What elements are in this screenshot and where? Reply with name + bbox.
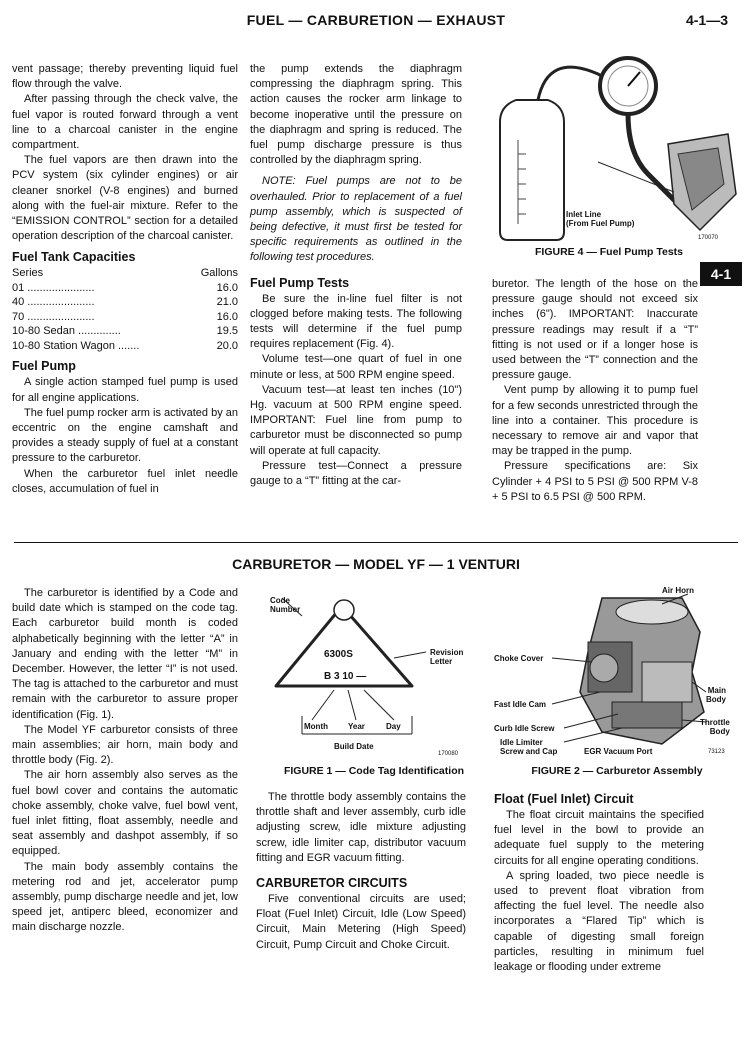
column-1 (12, 62, 238, 497)
section-rule (14, 542, 738, 543)
paragraph: The fuel pump rocker arm is activated by an eccentric on the engine camshaft and provides a steady supply of fuel at a constant pressure to the carburetor. (12, 406, 238, 465)
heading-tank-capacities: Fuel Tank Capacities (12, 250, 136, 265)
label-curb-idle-screw: Curb Idle Screw (494, 724, 555, 733)
heading-carburetor-circuits: CARBURETOR CIRCUITS (256, 876, 408, 891)
label-main-body: Main Body (706, 686, 726, 704)
image-code: 73123 (708, 749, 725, 755)
label-revision-letter: Revision Letter (430, 648, 464, 666)
paragraph: The Model YF carburetor consists of three main assemblies; air horn, main body and throttle body (Fig. 2). (12, 723, 238, 767)
paragraph: A spring loaded, two piece needle is used to prevent float vibration from affecting the fuel level. The needle also incorporates a “Flared Tip” which is capable of digesting small foreign particles, resulting in minimum fuel leakage or flooding under extreme (494, 869, 704, 974)
paragraph: buretor. The length of the hose on the pressure gauge should not exceed six inches (6"). IMPORTANT: Inaccurate pressure readings may result if a “T” fitting is not used or if a longer hose is used between the “T” connection and the pressure gauge. (492, 278, 698, 382)
paragraph: Be sure the in-line fuel filter is not clogged before making tests. The following tests will determine if the fuel pump requires replacement (Fig. 4). (250, 292, 462, 351)
paragraph: Pressure test—Connect a pressure gauge to a “T” fitting at the car- (250, 459, 462, 488)
paragraph: The main body assembly contains the metering rod and jet, accelerator pump assembly, pump discharge needle and jet, low speed jet, antiperc bleed, economizer and main discharge nozzle. (12, 860, 238, 934)
label-build-date: Build Date (334, 742, 374, 751)
figure-1-code-tag-illustration (262, 586, 486, 756)
paragraph: The carburetor is identified by a Code and build date which is stamped on the code tag. Each carburetor build month is coded alphabetically beginning with the letter “A” in January and ending with the letter “M” in December. However, the letter “I” is not used. The tag is attached to the carburetor and must remain with the carburetor to assure proper identification (Fig. 1). (12, 587, 238, 721)
paragraph: The air horn assembly also serves as the fuel bowl cover and contains the automatic choke assembly, choke valve, fuel bowl vent, fuel inlet fitting, float assembly, needle and seat assembly and dashpot assembly, if so equipped. (12, 769, 238, 858)
label-month: Month (304, 722, 328, 731)
note-paragraph: NOTE: Fuel pumps are not to be overhauled. Prior to replacement of a fuel pump assembly, which is suspected of being defective, it must first be tested for specific requirements as outlined in the following test procedures. (250, 175, 462, 264)
label-from-fuel-pump: (From Fuel Pump) (566, 219, 635, 228)
paragraph: Vacuum test—at least ten inches (10") Hg. vacuum at 500 RPM engine speed. IMPORTANT: Fuel line from pump to carburetor must be disconnected so pump will operate at full capacity. (250, 383, 462, 457)
paragraph: The throttle body assembly contains the throttle shaft and lever assembly, curb idle adjusting screw, idle mixture adjusting screw, idle limiter cap, distributor vacuum fitting and EGR vacuum fitting. (256, 791, 466, 864)
column-4 (12, 586, 238, 936)
label-year: Year (348, 722, 365, 731)
paragraph: the pump extends the diaphragm compressing the diaphragm spring. This action causes the rocker arm linkage to become inoperative until the pressure on the diaphragm and spring is reduced. The fuel pump discharge pressure is thus controlled by the diaphragm spring. (250, 63, 462, 167)
image-code: 170080 (438, 751, 459, 757)
figure-4-fuel-pump-test-illustration (478, 44, 740, 244)
label-choke-cover: Choke Cover (494, 654, 544, 663)
heading-fuel-pump-tests: Fuel Pump Tests (250, 275, 350, 290)
column-2 (250, 62, 462, 489)
figure-2-carburetor-assembly-illustration (492, 582, 742, 760)
label-air-horn: Air Horn (662, 586, 694, 595)
paragraph: vent passage; thereby preventing liquid fuel flow through the valve. (12, 63, 238, 91)
tag-date: B 3 10 — (324, 671, 367, 682)
page-header: FUEL — CARBURETION — EXHAUST (246, 12, 506, 28)
label-egr-vacuum-port: EGR Vacuum Port (584, 747, 653, 756)
figure-2-caption: FIGURE 2 — Carburetor Assembly (531, 765, 703, 777)
heading-float-circuit: Float (Fuel Inlet) Circuit (494, 792, 634, 806)
paragraph: Five conventional circuits are used; Float (Fuel Inlet) Circuit, Idle (Low Speed) Circuit, Main Metering (High Speed) Circuit, Pump Circuit and Choke Circuit. (256, 893, 466, 951)
paragraph: The fuel vapors are then drawn into the PCV system (six cylinder engines) or air cleaner snorkel (V-8 engines) and burned along with the fuel-air mixture. Refer to the “EMISSION CONTROL” section for a detailed operation description of the charcoal canister. (12, 154, 238, 243)
paragraph: Pressure specifications are: Six Cylinder + 4 PSI to 5 PSI @ 500 RPM V-8 + 5 PSI to 6.5 PSI @ 500 RPM. (492, 460, 698, 503)
column-6 (494, 786, 704, 975)
tank-row: 70 ...................... 16.0 (12, 310, 238, 323)
section-title: CARBURETOR — MODEL YF — 1 VENTURI (232, 556, 520, 572)
paragraph: When the carburetor fuel inlet needle closes, accumulation of fuel in (12, 467, 238, 495)
page-number: 4-1—3 (685, 12, 728, 28)
column-5 (256, 790, 466, 953)
label-fast-idle-cam: Fast Idle Cam (494, 700, 547, 709)
image-code: 170070 (698, 235, 719, 241)
label-throttle-body: Throttle Body (700, 718, 730, 736)
tank-row: 01 ...................... 16.0 (12, 281, 238, 294)
tank-row: 10-80 Station Wagon ....... 20.0 (12, 339, 238, 352)
section-tab: 4-1 (700, 262, 742, 286)
label-day: Day (386, 722, 401, 731)
paragraph: After passing through the check valve, the fuel vapor is routed forward through a vent line to a charcoal canister in the engine compartment. (12, 93, 238, 152)
tank-table-header: Series Gallons (12, 267, 238, 280)
column-3 (492, 277, 698, 505)
figure-1-caption: FIGURE 1 — Code Tag Identification (283, 765, 465, 777)
tank-row: 10-80 Sedan .............. 19.5 (12, 325, 238, 338)
paragraph: Volume test—one quart of fuel in one minute or less, at 500 RPM engine speed. (250, 353, 462, 381)
label-code-number: Code Number (270, 596, 301, 614)
paragraph: A single action stamped fuel pump is used for all engine applications. (12, 376, 238, 404)
label-idle-limiter: Idle Limiter Screw and Cap (500, 738, 558, 756)
tag-code: 6300S (324, 649, 353, 660)
paragraph: Vent pump by allowing it to pump fuel for a few seconds unrestricted through the line into a container. This procedure is necessary to remove air and vapor that may be trapped in the pump. (492, 384, 698, 458)
paragraph: The float circuit maintains the specified fuel level in the bowl to provide an adequate fuel supply to the metering circuits for all engine operating conditions. (494, 809, 704, 867)
heading-fuel-pump: Fuel Pump (12, 359, 76, 374)
figure-4-caption: FIGURE 4 — Fuel Pump Tests (535, 246, 683, 258)
label-inlet-line: Inlet Line (566, 210, 602, 219)
tank-row: 40 ...................... 21.0 (12, 296, 238, 309)
